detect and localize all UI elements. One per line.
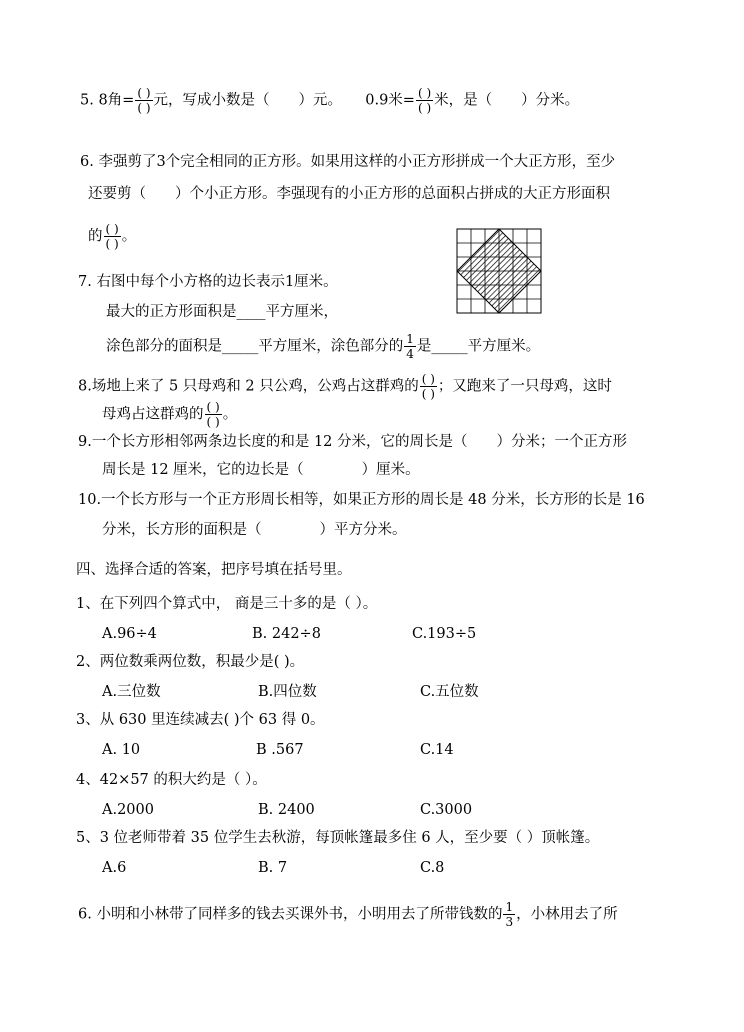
question-number: 5. [80,92,94,109]
question-text: 0.9米= [365,92,415,109]
option-c: C.3000 [420,802,473,818]
fraction-blank: $\frac{( )}{( )}$ [206,400,220,429]
option-c: C.14 [420,742,454,758]
option-c: C.8 [420,860,445,876]
fraction-blank: $\frac{( )}{( )}$ [417,86,432,115]
question-9-line-2: 周长是 12 厘米，它的边长是（ ）厘米。 [102,462,420,478]
option-a: A. 10 [102,742,141,758]
choice-question-3: 3、从 630 里连续减去( )个 63 得 0。 [76,712,325,728]
grid-figure [456,228,542,314]
option-b: B .567 [256,742,304,758]
question-10-line-1: 10.一个长方形与一个正方形周长相等，如果正方形的周长是 48 分米，长方形的长是 16 [78,492,645,508]
option-b: B. 2400 [258,802,315,818]
option-a: A.三位数 [102,684,161,700]
question-7-line-2: 最大的正方形面积是____平方厘米， [106,304,338,320]
option-c: C.五位数 [420,684,479,700]
grid-lines [457,229,541,313]
choice-question-5: 5、3 位老师带着 35 位学生去秋游，每顶帐篷最多住 6 人，至少要（ ）顶帐篷。 [76,830,600,846]
question-5 [80,86,579,115]
question-text: 元，写成小数是（ ）元。 [153,92,343,109]
choice-question-2: 2、两位数乘两位数，积最少是( )。 [76,654,305,670]
question-10-line-2: 分米，长方形的面积是（ ）平方分米。 [102,522,407,538]
question-7-line-3: 涂色部分的面积是_____平方厘米，涂色部分的 $\frac{1}{4}$ 是_____平方厘米。 [106,332,541,361]
question-6-line-3: 的 $\frac{( )}{( )}$ 。 [88,222,137,251]
fraction-blank: $\frac{( )}{( )}$ [421,372,435,401]
option-a: A.96÷4 [102,626,157,642]
fraction-one-third: $\frac{1}{3}$ [505,900,514,929]
option-a: A.2000 [102,802,154,818]
fraction-blank: $\frac{( )}{( )}$ [137,86,151,115]
fraction-blank: $\frac{( )}{( )}$ [105,222,119,251]
section-4-title: 四、选择合适的答案，把序号填在括号里。 [76,562,352,578]
question-6-line-1: 6. 李强剪了3个完全相同的正方形。如果用这样的小正方形拼成一个大正方形，至少 [80,154,616,170]
option-c: C.193÷5 [412,626,477,642]
question-text: 米，是（ ）分米。 [434,92,580,109]
question-7-line-1: 7. 右图中每个小方格的边长表示1厘米。 [78,274,338,290]
choice-question-4: 4、42×57 的积大约是（ ）。 [76,772,267,788]
question-9-line-1: 9.一个长方形相邻两条边长度的和是 12 分米，它的周长是（ ）分米；一个正方形 [78,434,628,450]
option-b: B. 242÷8 [252,626,321,642]
question-8-line-1: 8.场地上来了 5 只母鸡和 2 只公鸡，公鸡占这群鸡的 $\frac{( )}{( )}$ ；又跑来了一只母鸡，这时 [78,372,612,401]
question-8-line-2: 母鸡占这群鸡的 $\frac{( )}{( )}$ 。 [102,400,238,429]
choice-question-6: 6. 小明和小林带了同样多的钱去买课外书，小明用去了所带钱数的 $\frac{1}{3}$ ，小林用去了所 [78,900,618,929]
option-a: A.6 [102,860,127,876]
choice-question-1: 1、在下列四个算式中， 商是三十多的是（ ）。 [76,596,378,612]
option-b: B. 7 [258,860,288,876]
option-b: B.四位数 [258,684,317,700]
question-text: 8角= [98,92,135,109]
fraction-one-quarter: $\frac{1}{4}$ [406,332,414,361]
question-6-line-2: 还要剪（ ）个小正方形。李强现有的小正方形的总面积占拼成的大正方形面积 [88,186,610,202]
